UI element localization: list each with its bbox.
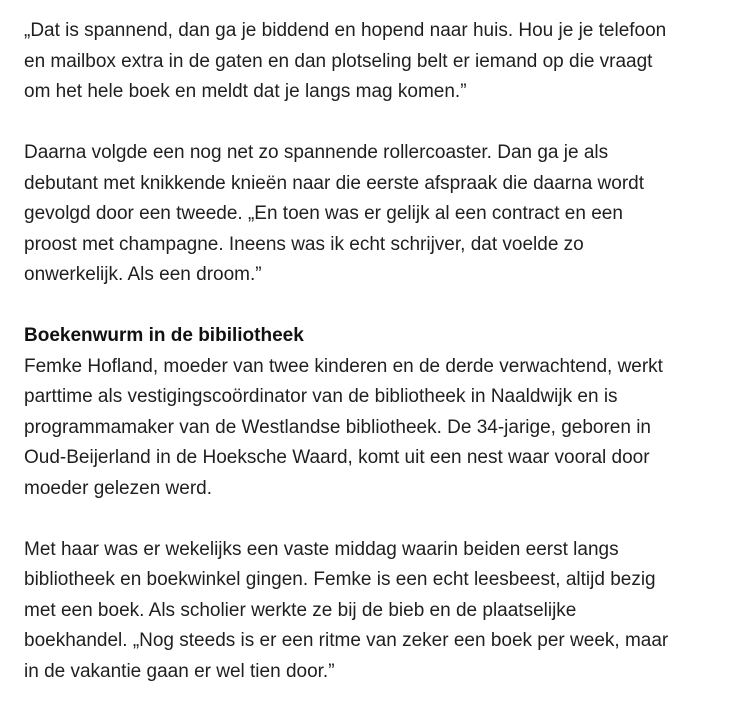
section-heading: Boekenwurm in de bibiliotheek (24, 325, 304, 346)
article-body (24, 16, 714, 718)
paragraph-rollercoaster: Daarna volgde een nog net zo spannende rollercoaster. Dan ga je als debutant met knikkende knieën naar die eerste afspraak die daarna wordt gevolgd door een tweede. „En toen was er gelijk al een contract en een proost met champagne. Ineens was ik echt schrijver, dat voelde zo onwerkelijk. Als een droom.” (24, 142, 645, 285)
paragraph-quote-spannend: „Dat is spannend, dan ga je biddend en hopend naar huis. Hou je je telefoon en mailbox extra in de gaten en dan plotseling belt er iemand op die vraagt om het hele boek en meldt dat je langs mag komen.” (24, 20, 667, 102)
paragraph-femke-hofland: Femke Hofland, moeder van twee kinderen en de derde verwachtend, werkt parttime als vestigingscoördinator van de bibliotheek in Naaldwijk en is programmamaker van de Westlandse bibliotheek. De 34-jarige, geboren in Oud-Beijerland in de Hoeksche Waard, komt uit een nest waar vooral door moeder gelezen werd. (24, 355, 663, 499)
paragraph-wekelijks: Met haar was er wekelijks een vaste middag waarin beiden eerst langs bibliotheek en boekwinkel gingen. Femke is een echt leesbeest, altijd bezig met een boek. Als scholier werkte ze bij de bieb en de plaatselijke boekhandel. „Nog steeds is er een ritme van zeker een boek per week, maar in de vakantie gaan er wel tien door.” (24, 538, 669, 682)
